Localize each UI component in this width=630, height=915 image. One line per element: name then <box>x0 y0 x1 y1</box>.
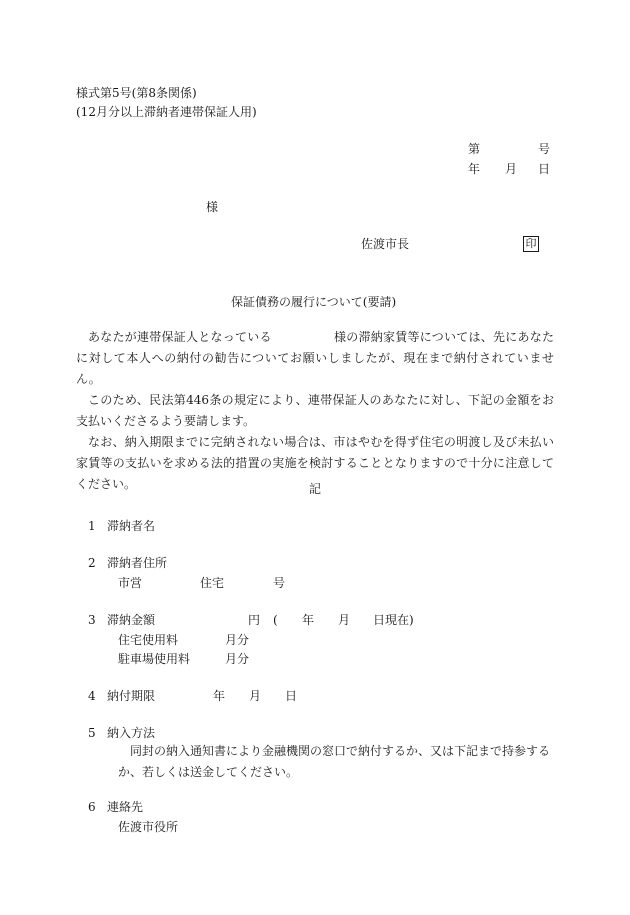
item-5-body: 同封の納入通知書により金融機関の窓口で納付するか、又は下記まで持参するか、若しくは送金してください。 <box>118 744 551 779</box>
item-6-office: 佐渡市役所 <box>118 820 179 834</box>
item-5-label: 納入方法 <box>107 726 156 740</box>
item-1-number: 1 <box>88 519 96 533</box>
item-3-year: 年 <box>302 613 315 627</box>
item-3-as-of: 日現在) <box>373 613 414 627</box>
item-6-number: 6 <box>88 800 96 814</box>
form-number: 様式第5号(第8条関係) <box>76 86 197 100</box>
item-4-day: 日 <box>285 689 298 703</box>
item-3-parking-months: 月分 <box>225 652 250 666</box>
body-paragraph-3: なお、納入期限までに完納されない場合は、市はやむを得ず住宅の明渡し及び未払い家賃等の支払いを求める法的措置の実施を検討することとなりますので十分に注意してください。 <box>76 435 554 491</box>
item-4-year: 年 <box>213 689 226 703</box>
doc-number-go: 号 <box>538 142 551 156</box>
addressee-honorific: 様 <box>206 200 219 214</box>
item-3-yen: 円 <box>248 613 261 627</box>
item-2-shiei: 市営 <box>118 576 143 590</box>
item-3-paren-open: ( <box>273 613 278 627</box>
item-4-month: 月 <box>249 689 262 703</box>
item-2-number: 2 <box>88 556 96 570</box>
sender-title: 佐渡市長 <box>361 237 410 251</box>
body-p1-a: あなたが連帯保証人となっている <box>88 330 272 344</box>
body-paragraph-2: このため、民法第446条の規定により、連帯保証人のあなたに対し、下記の金額をお支払いくださるよう要請します。 <box>76 393 554 428</box>
item-3-parking-fee: 駐車場使用料 <box>118 652 191 666</box>
item-4-number: 4 <box>88 689 96 703</box>
item-2-jutaku: 住宅 <box>200 576 225 590</box>
date-day: 日 <box>538 162 551 176</box>
date-year: 年 <box>468 162 481 176</box>
date-month: 月 <box>505 162 518 176</box>
item-3-number: 3 <box>88 613 96 627</box>
item-3-housing-months: 月分 <box>225 633 250 647</box>
item-3-month: 月 <box>338 613 351 627</box>
form-usage: (12月分以上滞納者連帯保証人用) <box>76 105 257 119</box>
item-2-label: 滞納者住所 <box>107 556 168 570</box>
body-paragraph-1 <box>76 327 554 390</box>
item-4-label: 納付期限 <box>107 689 156 703</box>
seal-mark: 印 <box>523 236 539 252</box>
doc-number-dai: 第 <box>468 142 481 156</box>
item-6-label: 連絡先 <box>107 800 144 814</box>
item-3-housing-fee: 住宅使用料 <box>118 633 179 647</box>
body-p1-b: 様の滞納家賃等については、先にあなたに対して本人への納付の勧告についてお願いしましたが、現在まで納付されていません。 <box>76 330 554 386</box>
item-5-number: 5 <box>88 726 96 740</box>
body-text <box>76 327 554 495</box>
item-1-label: 滞納者名 <box>107 519 156 533</box>
ki-heading: 記 <box>309 482 322 496</box>
item-2-go: 号 <box>273 576 286 590</box>
item-5-text <box>118 741 554 783</box>
document-title: 保証債務の履行について(要請) <box>231 295 397 309</box>
item-3-label: 滞納金額 <box>107 613 156 627</box>
